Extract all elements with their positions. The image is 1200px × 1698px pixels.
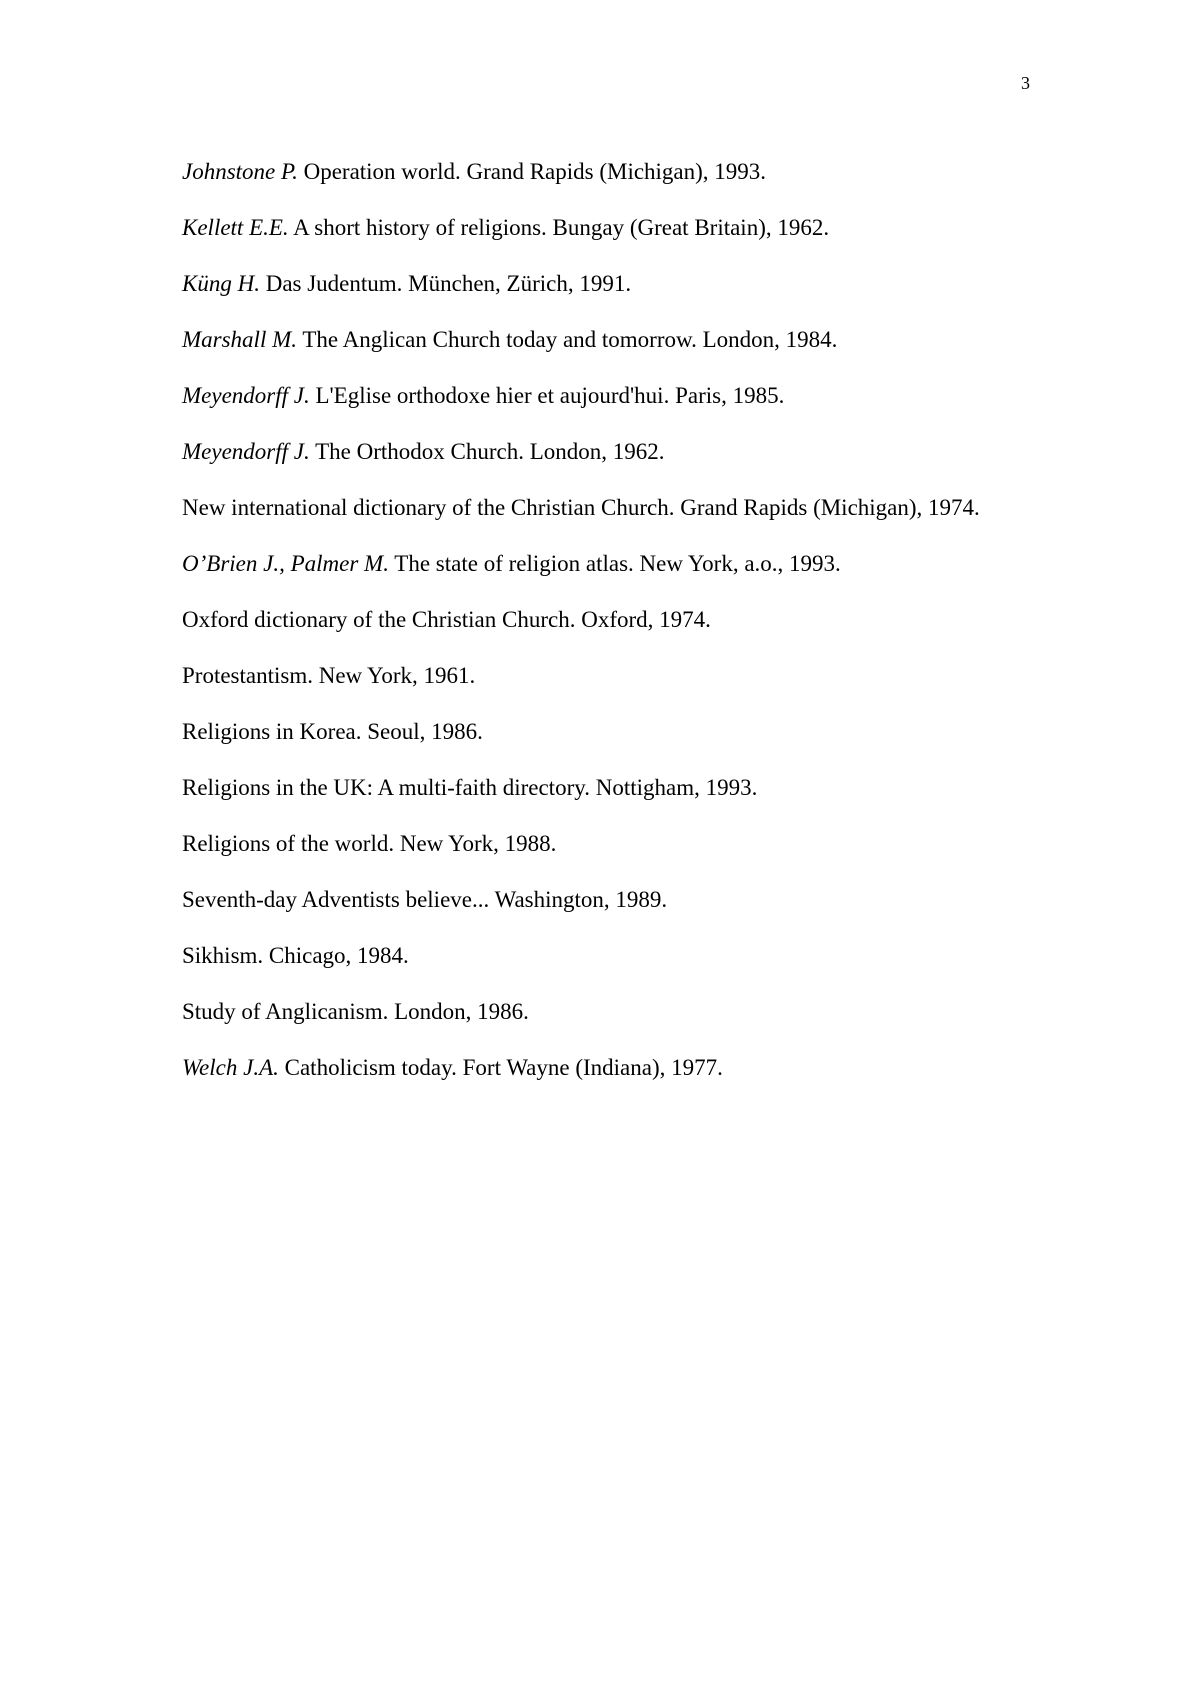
entry-author: Küng H. [182,271,260,296]
entry-text: A short history of religions. Bungay (Great Britain), 1962. [293,215,830,240]
entry-text: Religions of the world. New York, 1988. [182,831,557,856]
bibliography-entry [182,312,1024,368]
bibliography-entry [182,872,1024,928]
entry-author: Marshall M. [182,327,297,352]
bibliography-entry [182,200,1024,256]
bibliography-entry [182,816,1024,872]
entry-text: Oxford dictionary of the Christian Church. Oxford, 1974. [182,607,711,632]
bibliography-list [182,144,1024,1096]
entry-text: Seventh-day Adventists believe... Washington, 1989. [182,887,668,912]
bibliography-entry [182,760,1024,816]
bibliography-entry [182,1040,1024,1096]
bibliography-entry [182,256,1024,312]
bibliography-entry [182,928,1024,984]
entry-text: Religions in the UK: A multi-faith directory. Nottigham, 1993. [182,775,758,800]
entry-text: Operation world. Grand Rapids (Michigan), 1993. [303,159,767,184]
entry-text: Catholicism today. Fort Wayne (Indiana), 1977. [284,1055,723,1080]
bibliography-entry [182,536,1024,592]
entry-text: Religions in Korea. Seoul, 1986. [182,719,483,744]
entry-author: Meyendorff J. [182,383,310,408]
entry-text: The Orthodox Church. London, 1962. [315,439,665,464]
entry-text: L'Eglise orthodoxe hier et aujourd'hui. Paris, 1985. [315,383,785,408]
entry-text: New international dictionary of the Christian Church. Grand Rapids (Michigan), 1974. [182,495,980,520]
entry-author: Meyendorff J. [182,439,310,464]
bibliography-entry [182,144,1024,200]
entry-text: The state of religion atlas. New York, a.o., 1993. [394,551,841,576]
entry-author: Welch J.A. [182,1055,279,1080]
bibliography-entry [182,704,1024,760]
bibliography-entry [182,368,1024,424]
bibliography-entry [182,592,1024,648]
bibliography-entry [182,984,1024,1040]
entry-author: Johnstone P. [182,159,298,184]
entry-text: Das Judentum. München, Zürich, 1991. [265,271,632,296]
page-number: 3 [1021,73,1030,93]
bibliography-entry [182,480,1024,536]
entry-author: Kellett E.E. [182,215,289,240]
bibliography-entry [182,648,1024,704]
entry-author: O’Brien J., Palmer M. [182,551,389,576]
entry-text: Protestantism. New York, 1961. [182,663,476,688]
entry-text: Study of Anglicanism. London, 1986. [182,999,529,1024]
bibliography-entry [182,424,1024,480]
entry-text: Sikhism. Chicago, 1984. [182,943,409,968]
entry-text: The Anglican Church today and tomorrow. London, 1984. [302,327,838,352]
